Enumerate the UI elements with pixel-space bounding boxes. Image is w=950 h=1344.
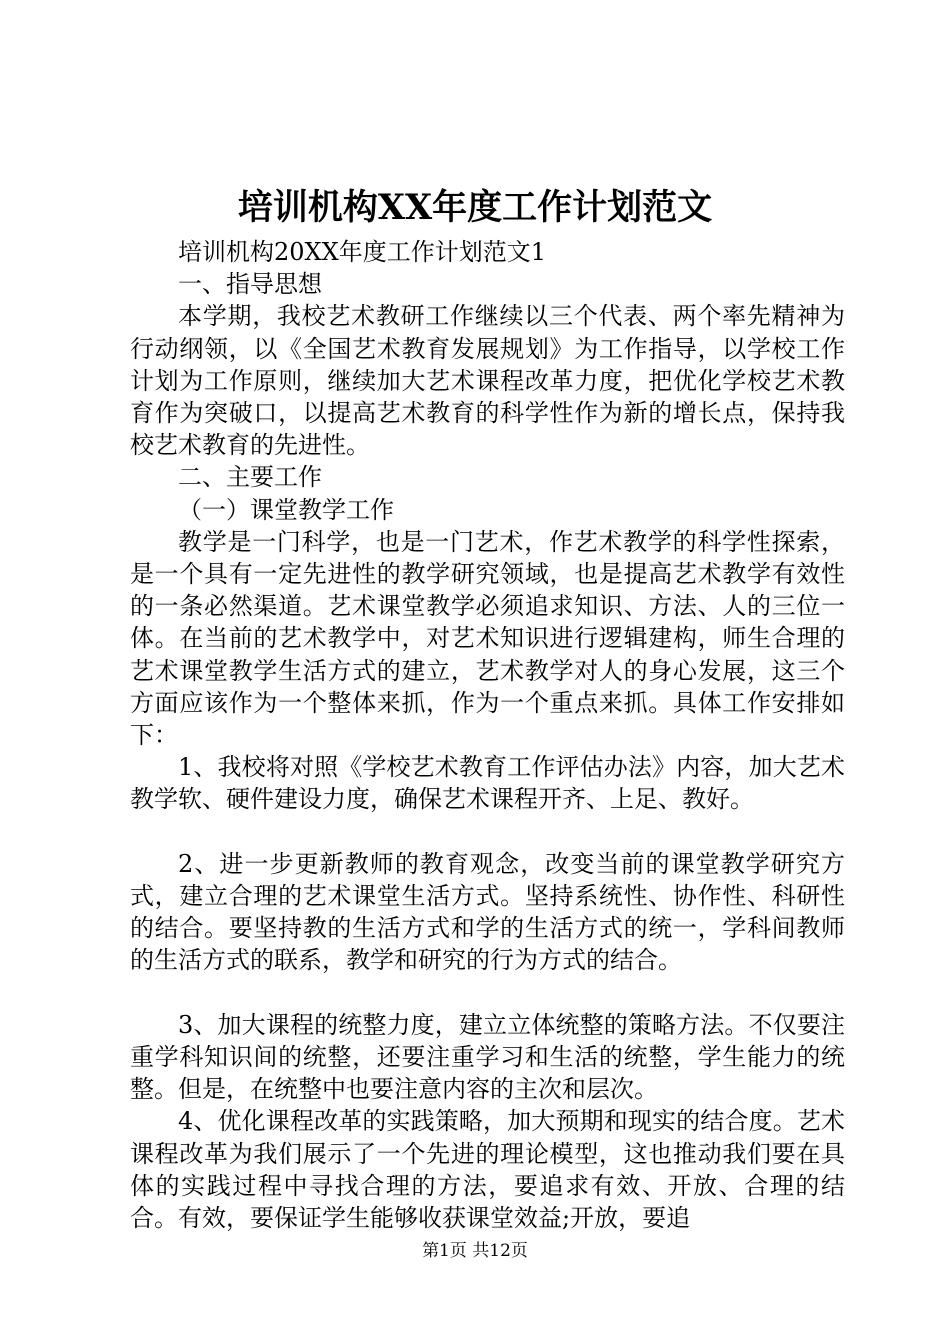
page-footer: 第1页 共12页 [422, 1241, 528, 1261]
subsection-heading-classroom-teaching: （一）课堂教学工作 [178, 495, 394, 524]
list-item-2: 2、进一步更新教师的教育观念，改变当前的课堂教学研究方式，建立合理的艺术课堂生活方式。坚持系统性、协作性、科研性的结合。要坚持教的生活方式和学的生活方式的统一，学科间教师的生活方式的联系，教学和研究的行为方式的结合。 [130, 849, 845, 975]
section-heading-guiding-ideology: 一、指导思想 [178, 270, 322, 299]
body-paragraph: 本学期，我校艺术教研工作继续以三个代表、两个率先精神为行动纲领，以《全国艺术教育发展规划》为工作指导，以学校工作计划为工作原则，继续加大艺术课程改革力度，把优化学校艺术教育作为突破口，以提高艺术教育的科学性作为新的增长点，保持我校艺术教育的先进性。 [130, 302, 845, 460]
document-body [130, 236, 845, 1234]
list-item-3: 3、加大课程的统整力度，建立立体统整的策略方法。不仅要注重学科知识间的统整，还要注重学习和生活的统整，学生能力的统整。但是，在统整中也要注意内容的主次和层次。 [130, 1010, 845, 1104]
document-title: 培训机构XX年度工作计划范文 [237, 187, 713, 228]
list-item-1: 1、我校将对照《学校艺术教育工作评估办法》内容，加大艺术教学软、硬件建设力度，确保艺术课程开齐、上足、教好。 [130, 753, 845, 814]
body-paragraph: 教学是一门科学，也是一门艺术，作艺术教学的科学性探索，是一个具有一定先进性的教学研究领域，也是提高艺术教学有效性的一条必然渠道。艺术课堂教学必须追求知识、方法、人的三位一体。在当前的艺术教学中，对艺术知识进行逻辑建构，师生合理的艺术课堂教学生活方式的建立，艺术教学对人的身心发展，这三个方面应该作为一个整体来抓，作为一个重点来抓。具体工作安排如下： [130, 527, 845, 750]
section-heading-main-work: 二、主要工作 [178, 463, 322, 492]
subtitle-paragraph: 培训机构20XX年度工作计划范文1 [178, 238, 546, 266]
list-item-4: 4、优化课程改革的实践策略，加大预期和现实的结合度。艺术课程改革为我们展示了一个先进的理论模型，这也推动我们要在具体的实践过程中寻找合理的方法，要追求有效、开放、合理的结合。有效，要保证学生能够收获课堂效益;开放，要追 [130, 1107, 845, 1233]
